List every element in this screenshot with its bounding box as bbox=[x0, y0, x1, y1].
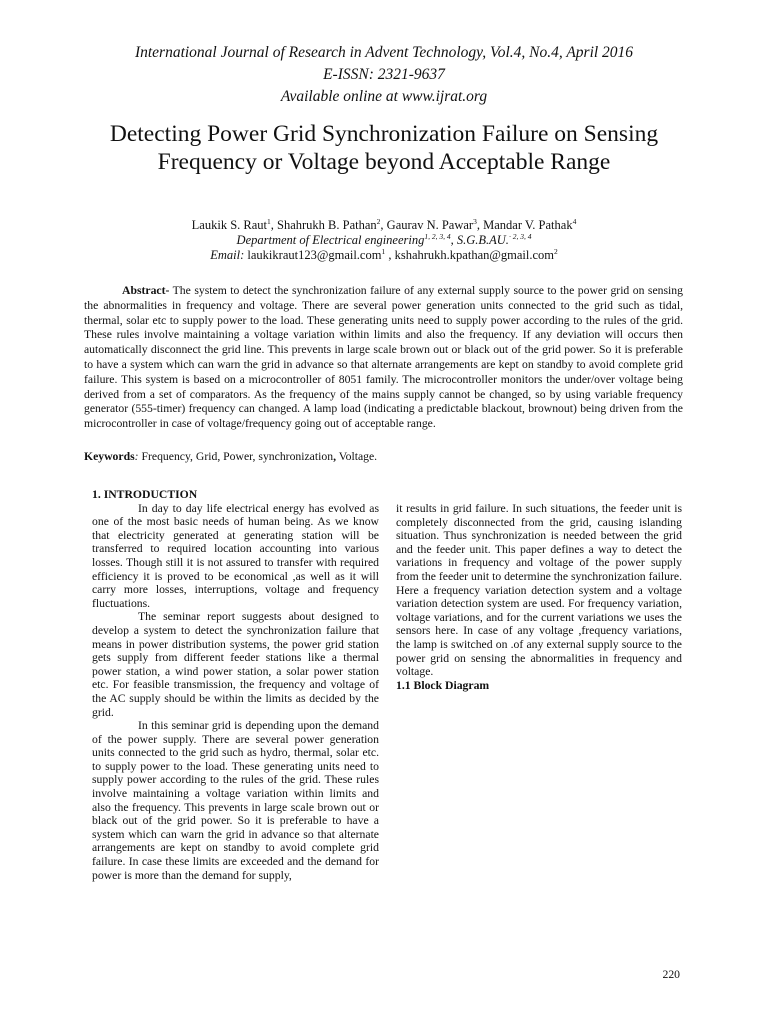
abstract-text: The system to detect the synchronization failure of any external supply source to the power grid on sensing the abnormalities in frequency and voltage. There are several power generation units connected to the grid such as tidal, thermal, solar etc to supply power to the load. These generating units need to supply power according to the rules of the grid. These rules involve maintaining a voltage variation within limits and also the frequency. If any deviation will occurs then automatically disconnect the grid line. This prevents in large scale brown out or black out of the grid power. So it is preferable to have a system which can warn the grid in advance so that alternate arrangements are kept on standby to avoid complete grid failure. This system is based on a microcontroller of 8051 family. The microcontroller monitors the under/over voltage being derived from a set of comparators. As the frequency of the mains supply cannot be changed, so by using variable frequency generator (555-timer) frequency can changed. A lamp load (indicating a predictable blackout, brownout) being driven from the microcontroller in case of voltage/frequency going out of acceptable range. bbox=[84, 284, 683, 431]
email-label: Email: bbox=[210, 248, 245, 262]
journal-url: Available online at www.ijrat.org bbox=[280, 88, 488, 105]
paragraph: In this seminar grid is depending upon the demand of the power supply. There are several power generation units connected to the grid such as hydro, thermal, solar etc. to supply power to the load. These generating units need to supply power according to the rules of the grid. These rules involve maintaining a voltage variation within limits and also the frequency. This prevents in large scale brown out or black out of the grid power. So it is preferable to have a system which can warn the grid in advance so that alternate arrangements are kept on standby to avoid complete grid failure. In case these limits are exceeded and the demand for power is more than the demand for supply, bbox=[92, 719, 379, 882]
keywords-tail: Voltage. bbox=[335, 450, 378, 463]
author-name: Mandar V. Pathak bbox=[483, 218, 573, 232]
department: Department of Electrical engineering bbox=[236, 233, 425, 247]
email-separator: , bbox=[385, 248, 395, 262]
email-line bbox=[0, 248, 768, 263]
author-affiliation-sup: 2 bbox=[376, 216, 381, 226]
journal-issn: E-ISSN: 2321-9637 bbox=[323, 66, 445, 83]
subsection-heading: 1.1 Block Diagram bbox=[396, 678, 490, 692]
section-heading: 1. INTRODUCTION bbox=[92, 488, 198, 501]
author-name: Shahrukh B. Pathan bbox=[277, 218, 377, 232]
email-address[interactable]: laukikraut123@gmail.com bbox=[247, 248, 382, 262]
affiliation bbox=[0, 233, 768, 248]
abstract bbox=[84, 284, 683, 432]
keywords-comma: , bbox=[333, 450, 336, 463]
page-number: 220 bbox=[662, 968, 680, 981]
author-block bbox=[0, 218, 768, 263]
keywords-label: Keywords bbox=[84, 450, 135, 463]
institution-sup: · 2, 3, 4 bbox=[508, 231, 532, 241]
abstract-label: Abstract- bbox=[122, 284, 170, 297]
journal-citation: International Journal of Research in Advent Technology, Vol.4, No.4, April 2016 bbox=[134, 44, 634, 61]
keywords-text: Frequency, Grid, Power, synchronization bbox=[138, 450, 334, 463]
author-affiliation-sup: 4 bbox=[572, 216, 577, 226]
paragraph: it results in grid failure. In such situations, the feeder unit is completely disconnected from the grid, causing islanding situation. Thus synchronization is needed between the grid and the feeder unit. This paper defines a way to detect the variations in frequency and voltage of the power supply from the feeder unit to determine the synchronization failure. Here a frequency variation detection system and a voltage variation detection system are used. For frequency variation, voltage variations, and for the current variations we uses the sensors here. In case of any voltage ,frequency variations, the lamp is switched on .of any external supply source to the power grid on sensing the abnormalities in frequency and voltage. bbox=[396, 502, 682, 679]
keywords-colon: : bbox=[134, 450, 139, 463]
author-name: Gaurav N. Pawar bbox=[386, 218, 474, 232]
paragraph: The seminar report suggests about designed to develop a system to detect the synchronization failure that means in power distribution systems, the power grid station gets supply from different feeder stations like a thermal power station, a wind power station, a solar power station etc. For feasible transmission, the frequency and voltage of the AC supply should be within the limits as decided by the grid. bbox=[92, 610, 379, 719]
paper-title: Detecting Power Grid Synchronization Failure on Sensing Frequency or Voltage beyond Acceptable Range bbox=[109, 121, 659, 175]
institution: , S.G.B.AU. bbox=[450, 233, 509, 247]
author-affiliation-sup: 3 bbox=[473, 216, 477, 226]
left-column bbox=[92, 488, 379, 882]
author-name: Laukik S. Raut bbox=[191, 218, 268, 232]
right-column bbox=[396, 502, 682, 692]
keywords bbox=[84, 449, 683, 464]
email-sup: 2 bbox=[554, 246, 558, 256]
department-sup: 1, 2, 3, 4 bbox=[424, 231, 451, 241]
journal-header bbox=[0, 42, 768, 108]
email-address[interactable]: kshahrukh.kpathan@gmail.com bbox=[394, 248, 554, 262]
email-sup: 1 bbox=[381, 246, 386, 256]
author-affiliation-sup: 1 bbox=[267, 216, 271, 226]
paragraph: In day to day life electrical energy has evolved as one of the most basic needs of human being. As we know that electricity generated at generating station will be transferred to required location accounting into various losses. Though still it is not assured to transfer with required efficiency it is proved to be economical ,as well as it will carry more losses, interruptions, voltage and frequency fluctuations. bbox=[92, 501, 379, 610]
author-names: Laukik S. Raut$^1$, Shahrukh B. Pathan$^2$, Gaurav N. Pawar$^3$, Mandar V. Pathak$^4$ bbox=[191, 216, 577, 232]
